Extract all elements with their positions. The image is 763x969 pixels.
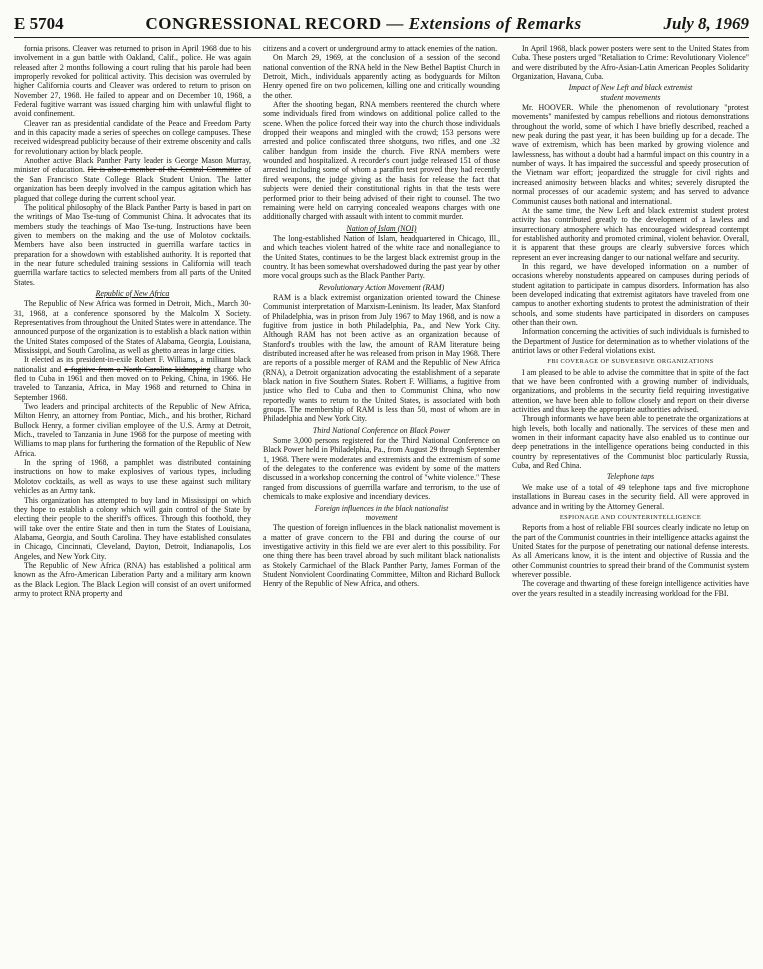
paragraph: Cleaver ran as presidential candidate of the Peace and Freedom Party and in this capacity made a series of speeches on college campuses. These received widespread publicity because of their extreme obscenity and calls for revolutionary action by black people.	[14, 118, 251, 156]
text-run: It elected as its president-in-exile Robert F. Williams, a militant black nationalist and	[14, 355, 251, 374]
paragraph: I am pleased to be able to advise the committee that in spite of the fact that we have been confronted with a growing number of individuals, organizations, and problems in the security field requiring investigative attention, we have been able to follow closely and report on their diverse activities and thus keep the appropriate authorities advised.	[512, 367, 749, 415]
paragraph: Two leaders and principal architects of the Republic of New Africa, Milton Henry, an attorney from Pontiac, Mich., and his brother, Richard Bullock Henry, a former civilian employee of the U.S. Army at Detroit, Mich., traveled to Tanzania in June 1968 for the purpose of meeting with Williams to map plans for furthering the formation of the Republic of New Africa.	[14, 402, 251, 458]
heading-text: Republic of New Africa	[95, 288, 170, 298]
paragraph	[14, 355, 251, 402]
section-heading: Third National Conference on Black Power	[312, 425, 451, 435]
column-1	[14, 44, 251, 963]
paragraph: Some 3,000 persons registered for the Third National Conference on Black Power held in Philadelphia, Pa., from August 29 through September 1, 1968. There were moderates and extremists and the extremism of some of the delegates to the conference was evident by some of the matters discussed in a workshop concerning the control of "white violence." These ranged from discussions of guerrilla warfare and terrorism, to the use of chemicals to make explosive and incendiary devices.	[263, 436, 500, 502]
paragraph: Reports from a host of reliable FBI sources clearly indicate no letup on the part of the Communist countries in their intelligence attacks against the United States for the purpose of penetrating our national defense interests. As all Americans know, it is the intent and objective of Russia and the other Communist countries to spread their brand of the Communist system wherever possible.	[512, 523, 749, 579]
section-heading	[263, 504, 500, 523]
paragraph: At the same time, the New Left and black extremist student protest activity has contributed greatly to the development of a lawless and insurrectionary atmosphere which has encouraged widespread contempt for established authority and promoted criminal, violent behavior. Overall, it is apparent that these groups are clearly subversive forces which represent an ever increasing danger to our national welfare and security.	[512, 205, 749, 262]
struck-text: a fugitive from a North Carolina kidnapping	[64, 364, 211, 374]
publication-title-main: CONGRESSIONAL RECORD —	[145, 14, 404, 33]
paragraph: On March 29, 1969, at the conclusion of a session of the second national convention of the RNA held in the New Bethel Baptist Church in Detroit, Mich., individuals apparently acting as bodyguards for Milton Henry opened fire on two policemen, killing one and critically wounding the other.	[263, 53, 500, 100]
paragraph: In the spring of 1968, a pamphlet was distributed containing instructions on how to make explosives of various types, including Molotov cocktails, as well as ways to use these against such military vehicles as an Army tank.	[14, 458, 251, 496]
heading-line: student movements	[600, 92, 661, 102]
paragraph: We make use of a total of 49 telephone taps and five microphone installations in Bureau cases in the security field. All were approved in advance and in writing by the Attorney General.	[512, 482, 749, 511]
paragraph: In April 1968, black power posters were sent to the United States from Cuba. These posters urged "Retaliation to Crime: Revolutionary Violence" and were distributed by the Afro-Asian-Latin American Peoples Solidarity Organization, Havana, Cuba.	[512, 44, 749, 82]
column-2	[263, 44, 500, 963]
paragraph: The Republic of New Africa (RNA) has established a political arm known as the Afro-American Liberation Party and a military arm known as the Black Legion. The Black Legion will consist of an overt uniformed army to protect RNA property and	[14, 560, 251, 598]
section-heading: FBI COVERAGE OF SUBVERSIVE ORGANIZATIONS	[547, 358, 714, 366]
paragraph: Information concerning the activities of such individuals is furnished to the Department of Justice for determination as to whether violations of the antiriot laws or other Federal violations exist.	[512, 327, 749, 355]
paragraph	[14, 156, 251, 203]
section-heading	[14, 289, 251, 298]
publication-date: July 8, 1969	[663, 14, 749, 33]
heading-line: Foreign influences in the black nationalist	[314, 503, 449, 513]
section-heading: ESPIONAGE AND COUNTERINTELLIGENCE	[559, 513, 702, 521]
heading-text: Nation of Islam (NOI)	[346, 223, 417, 233]
struck-text: He is also a member of the Central Committee	[87, 165, 242, 175]
text-run: Another active Black Panther Party leader is George Mason Murray, minister of education.	[14, 156, 251, 175]
paragraph: The long-established Nation of Islam, headquartered in Chicago, Ill., and which teaches violent hatred of the white race and nonallegiance to the United States, continues to be the largest black extremist group in the country. It has been somewhat overshadowed during the past year by other more vocal groups such as the Black Panther Party.	[263, 233, 500, 281]
paragraph: Mr. HOOVER. While the phenomenon of revolutionary "protest movements" manifested by campus rebellions and riotous demonstrations throughout the world, some of which I have briefly described, reached a new peak during the past year, it has been building up for a decade. The wave of extremism, which has been marked by growing violence and lawlessness, has without a doubt had a harmful impact on this country in a number of ways. It has impaired the successful and speedy prosecution of the Vietnam war effort; jeopardized the struggle for civil rights and increased animosity between blacks and whites; severely disrupted the normal processes of our academic system; and has served to advance Communist causes both national and international.	[512, 103, 749, 206]
paragraph: The question of foreign influences in the black nationalist movement is a matter of grave concern to the FBI and during the course of our investigative activity in this field we are ever alert to this possibility. For one thing there has been travel abroad by such militant black nationalists as Stokely Carmichael of the Black Panther Party, James Forman of the Student Nonviolent Coordinating Committee, Milton and Richard Bullock Henry of the Republic of New Africa, and others.	[263, 523, 500, 589]
paragraph: fornia prisons. Cleaver was returned to prison in April 1968 due to his involvement in a gun battle with Oakland, Calif., police. He was again released after 2 months following a court ruling that his parole had been improperly revoked for political activity. This decision was overruled by higher California courts and Cleaver was ordered to return to prison on November 27, 1968. He failed to appear and on December 10, 1968, a Federal fugitive warrant was issued charging him with unlawful flight to avoid confinement.	[14, 44, 251, 119]
column-3	[512, 44, 749, 963]
paragraph: The coverage and thwarting of these foreign intelligence activities have over the years resulted in a steadily increasing workload for the FBI.	[512, 579, 749, 598]
section-heading: Telephone taps	[606, 472, 655, 482]
section-heading	[512, 83, 749, 102]
heading-line: Impact of New Left and black extremist	[568, 83, 693, 93]
paragraph: The Republic of New Africa was formed in Detroit, Mich., March 30-31, 1968, at a conference sponsored by the Malcolm X Society. Representatives from throughout the United States were in attendance. The announced purpose of the organization is to establish a black nation within the United States composed of the States of Alabama, Georgia, Louisiana, Mississippi, and South Carolina, as well as ghetto areas in large cities.	[14, 299, 251, 355]
page-header	[14, 10, 749, 38]
paragraph: RAM is a black extremist organization oriented toward the Chinese Communist interpretation of Marxism-Leninism. Its leader, Max Stanford of Philadelphia, was in prison from July 1967 to May 1968, and is now a fugitive from justice in both Philadelphia, Pa., and New York City. Although RAM has not been active as an organization because of Stanford's troubles with the law, the amount of RAM literature being distributed increased after he was released from prison in May 1968. There are reports of a possible merger of RAM and the Republic of New Africa (RNA), a Detroit organization advocating the establishment of a separate black nation in five Southern States. Robert F. Williams, a fugitive from justice who fled to Cuba and then to Communist China, who now reportedly wants to return to the United States, is associated with both groups. The membership of RAM is less than 50, most of whom are in Philadelphia and New York City.	[263, 292, 500, 424]
paragraph: After the shooting began, RNA members reentered the church where some individuals fired from windows on additional police called to the scene. When the police forced their way into the church those individuals dropped their weapons and mingled with the crowd; 153 persons were arrested and police confiscated three shotguns, two rifles, and one .32 caliber handgun from inside the church. Five RNA members were wounded and hospitalized. A recorder's court judge released 151 of those arrested including some of whom a paraffin test proved they had recently fired weapons, the judge giving as the basis for release the fact that subjects were denied their constitutional rights in that the tests were performed prior to their being advised of their right to counsel. The two remaining were held on carrying concealed weapons charges with one additionally charged with assault with intent to commit murder.	[263, 100, 500, 222]
paragraph: In this regard, we have developed information on a number of occasions whereby nonstudents appeared on campuses during periods of student agitation to participate in campus disorders. Information has also been developed indicating that extremist agitators have traveled from one campus to another exhorting students to protest the administration of their schools, and some students have participated in disorders on campuses other than their own.	[512, 261, 749, 327]
heading-line: movement	[365, 512, 398, 522]
text-run: of the San Francisco State College Black Student Union. The latter organization has been deeply involved in the campus agitation which has plagued that college during the current school year.	[14, 165, 251, 203]
paragraph: Through informants we have been able to penetrate the organizations at high levels, both locally and nationally. The services of these men and women in their informant capacity have also enabled us to continue our deep penetrations in the intelligence operations being conducted in this country by representatives of the Communist bloc particularly Russia, Cuba, and Red China.	[512, 414, 749, 471]
page-number: E 5704	[14, 14, 64, 33]
paragraph: The political philosophy of the Black Panther Party is based in part on the writings of Mao Tse-tung of Communist China. It advocates that its members study the teachings of Mao Tse-tung. Instructions have been given to members on the making and the use of Molotov cocktails. Members have also been instructed in guerrilla warfare tactics in preparation for a showdown with established authority. It is reported that in the near future scheduled training sessions in California will teach guerrilla warfare tactics to selected members from all parts of the United States.	[14, 202, 251, 287]
publication-title	[145, 14, 581, 34]
paragraph: citizens and a covert or underground army to attack enemies of the nation.	[263, 44, 498, 53]
publication-section: Extensions of Remarks	[408, 14, 582, 33]
text-columns	[14, 44, 749, 963]
section-heading: Revolutionary Action Movement (RAM)	[318, 282, 445, 292]
paragraph: This organization has attempted to buy land in Mississippi on which they hope to establish a colony which will gain control of the State by electing their people to the sheriff's offices. Through this foothold, they will take over the entire State and then in turn the States of Louisiana, Alabama, Georgia, and South Carolina. They have established consulates in Chicago, Cincinnati, Cleveland, Dayton, Detroit, Indianapolis, Los Angeles, and New York City.	[14, 495, 251, 561]
text-run: charge who fled to Cuba in 1961 and then moved on to Peking, China, in 1966. He traveled to Tanzania, Africa, in May 1968 and returned to China in September 1968.	[14, 364, 251, 402]
section-heading	[263, 224, 500, 233]
